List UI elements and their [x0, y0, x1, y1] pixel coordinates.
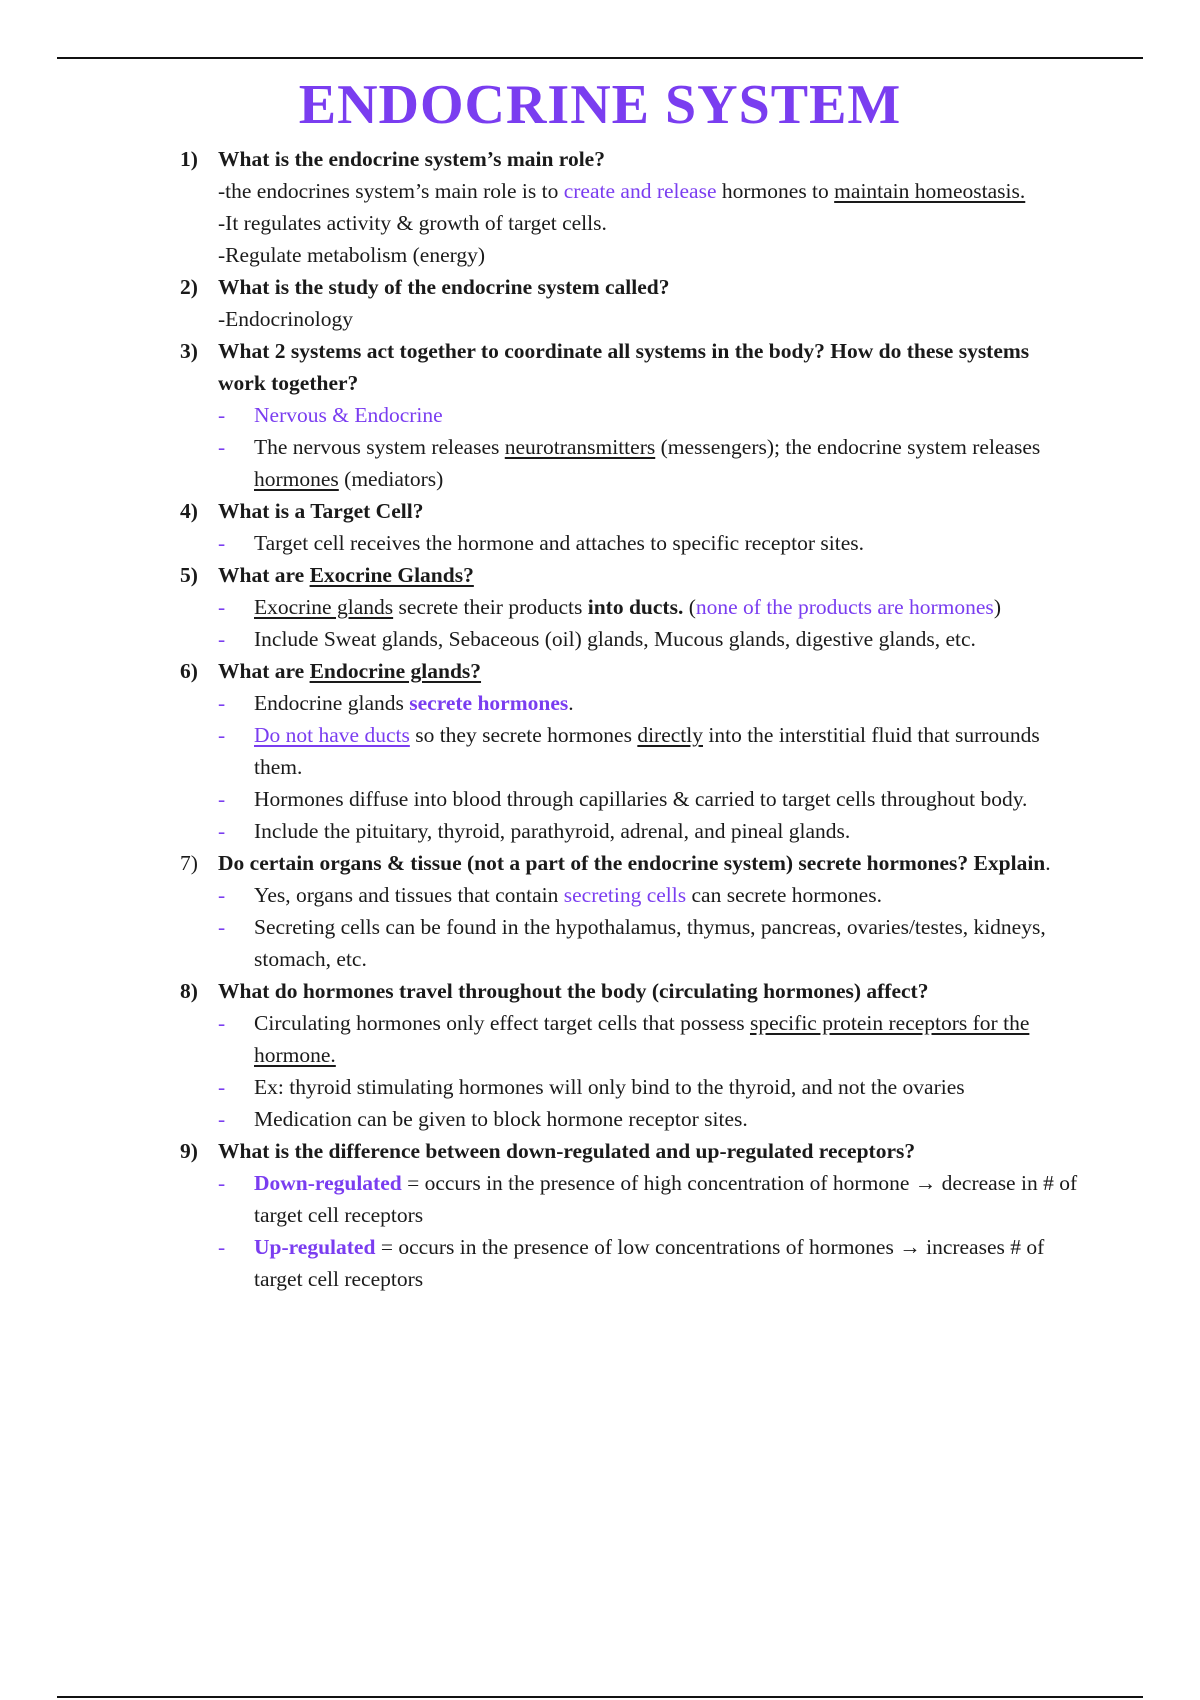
answer-line: -It regulates activity & growth of target cells.	[218, 211, 607, 235]
bullet-dash: -	[218, 403, 226, 427]
question-number: 4)	[180, 499, 198, 523]
question-text: What is the study of the endocrine system called?	[218, 275, 670, 299]
answer-text: Endocrine glands	[254, 691, 410, 715]
question-4	[180, 495, 1080, 527]
bullet-dash: -	[218, 1171, 226, 1195]
bullet-item	[180, 623, 1080, 655]
answer-text: Include Sweat glands, Sebaceous (oil) glands, Mucous glands, digestive glands, etc.	[254, 627, 976, 651]
answer-text: secrete their products	[393, 595, 588, 619]
bullet-item	[180, 815, 1080, 847]
bullet-item	[180, 1167, 1080, 1231]
answer-text: (mediators)	[338, 467, 444, 491]
answer-text: so they secrete hormones	[409, 723, 638, 747]
bullet-dash: -	[218, 1011, 226, 1035]
highlight-term: Down-regulated	[254, 1171, 402, 1195]
answer-line: -Regulate metabolism (energy)	[218, 243, 486, 267]
question-text: What 2 systems act together to coordinate all systems in the body? How do these systems work together?	[218, 339, 1030, 395]
answer-text: (messengers); the endocrine system releases	[655, 435, 1041, 459]
answer-text: Yes, organs and tissues that contain	[254, 883, 564, 907]
answer-text: Circulating hormones only effect target cells that possess	[254, 1011, 750, 1035]
bullet-item	[180, 431, 1080, 495]
answer-text: .	[568, 691, 574, 715]
highlight-text: Nervous & Endocrine	[254, 403, 443, 427]
bullet-dash: -	[218, 723, 226, 747]
bullet-dash: -	[218, 819, 226, 843]
underlined-text: Endocrine glands?	[309, 659, 482, 683]
bullet-dash: -	[218, 915, 226, 939]
answer-line: -Endocrinology	[218, 307, 353, 331]
question-text: What do hormones travel throughout the body (circulating hormones) affect?	[218, 979, 929, 1003]
answer-text: The nervous system releases	[254, 435, 505, 459]
question-8	[180, 975, 1080, 1007]
bold-text: into ducts.	[587, 595, 684, 619]
bullet-dash: -	[218, 531, 226, 555]
bullet-item	[180, 911, 1080, 975]
bottom-rule	[57, 1696, 1143, 1698]
answer-text: -the endocrines system’s main role is to	[218, 179, 564, 203]
question-number: 9)	[180, 1139, 198, 1163]
question-text: What are	[218, 563, 310, 587]
answer-text: )	[993, 595, 1001, 619]
answer-line	[180, 175, 1080, 207]
answer-text: Hormones diffuse into blood through capillaries & carried to target cells throughout body.	[254, 787, 1028, 811]
highlight-text: create and release	[563, 179, 717, 203]
question-2	[180, 271, 1080, 303]
question-9	[180, 1135, 1080, 1167]
page-title: ENDOCRINE SYSTEM	[298, 74, 902, 136]
bullet-dash: -	[218, 883, 226, 907]
question-number: 2)	[180, 275, 198, 299]
underlined-text: specific protein receptors for the hormone.	[254, 1011, 1030, 1067]
question-text-end: .	[1045, 851, 1051, 875]
answer-text: into the interstitial fluid that surrounds them.	[254, 723, 1040, 779]
question-3	[180, 335, 1080, 399]
question-text: What is a Target Cell?	[218, 499, 424, 523]
bullet-item	[180, 1231, 1080, 1295]
bullet-dash: -	[218, 1075, 226, 1099]
question-text: What is the endocrine system’s main role?	[218, 147, 605, 171]
question-text: What are	[218, 659, 310, 683]
bullet-dash: -	[218, 1235, 226, 1259]
answer-text: = occurs in the presence of high concentration of hormone → decrease in # of target cell receptors	[254, 1171, 1078, 1227]
question-text: What is the difference between down-regulated and up-regulated receptors?	[218, 1139, 916, 1163]
underlined-text: Exocrine glands	[254, 595, 394, 619]
question-number: 7)	[180, 851, 198, 875]
bullet-item	[180, 783, 1080, 815]
bullet-dash: -	[218, 435, 226, 459]
bullet-item	[180, 687, 1080, 719]
question-number: 5)	[180, 563, 198, 587]
bullet-item	[180, 399, 1080, 431]
underlined-text: directly	[637, 723, 703, 747]
question-6	[180, 655, 1080, 687]
answer-text: Secreting cells can be found in the hypothalamus, thymus, pancreas, ovaries/testes, kidneys, stomach, etc.	[254, 915, 1046, 971]
answer-text: Target cell receives the hormone and attaches to specific receptor sites.	[254, 531, 864, 555]
underlined-text: maintain homeostasis.	[834, 179, 1026, 203]
question-number: 3)	[180, 339, 198, 363]
bullet-item	[180, 527, 1080, 559]
bullet-dash: -	[218, 627, 226, 651]
bullet-dash: -	[218, 1107, 226, 1131]
bullet-item	[180, 719, 1080, 783]
underlined-text: Exocrine Glands?	[309, 563, 474, 587]
bullet-dash: -	[218, 595, 226, 619]
highlight-text: secrete hormones	[409, 691, 569, 715]
answer-text: Ex: thyroid stimulating hormones will only bind to the thyroid, and not the ovaries	[254, 1075, 965, 1099]
question-5	[180, 559, 1080, 591]
highlight-text: secreting cells	[563, 883, 687, 907]
answer-text: (	[683, 595, 696, 619]
answer-text: hormones to	[716, 179, 835, 203]
question-7	[180, 847, 1080, 879]
question-text: Do certain organs & tissue (not a part of the endocrine system) secrete hormones? Explain	[218, 851, 1046, 875]
question-number: 1)	[180, 147, 198, 171]
bullet-item	[180, 1071, 1080, 1103]
bullet-item	[180, 591, 1080, 623]
answer-text: = occurs in the presence of low concentrations of hormones → increases # of target cell receptors	[254, 1235, 1045, 1291]
highlight-text: none of the products are hormones	[695, 595, 994, 619]
answer-text: Medication can be given to block hormone receptor sites.	[254, 1107, 748, 1131]
document-body	[180, 143, 1080, 1295]
question-1	[180, 143, 1080, 175]
bullet-item	[180, 1007, 1080, 1071]
highlight-term: Up-regulated	[254, 1235, 376, 1259]
bullet-item	[180, 879, 1080, 911]
question-number: 6)	[180, 659, 198, 683]
bullet-dash: -	[218, 691, 226, 715]
underlined-text: hormones	[254, 467, 339, 491]
answer-text: can secrete hormones.	[686, 883, 882, 907]
top-rule	[57, 57, 1143, 59]
question-number: 8)	[180, 979, 198, 1003]
bullet-dash: -	[218, 787, 226, 811]
highlight-text: Do not have ducts	[254, 723, 410, 747]
answer-text: Include the pituitary, thyroid, parathyroid, adrenal, and pineal glands.	[254, 819, 851, 843]
underlined-text: neurotransmitters	[504, 435, 656, 459]
bullet-item	[180, 1103, 1080, 1135]
